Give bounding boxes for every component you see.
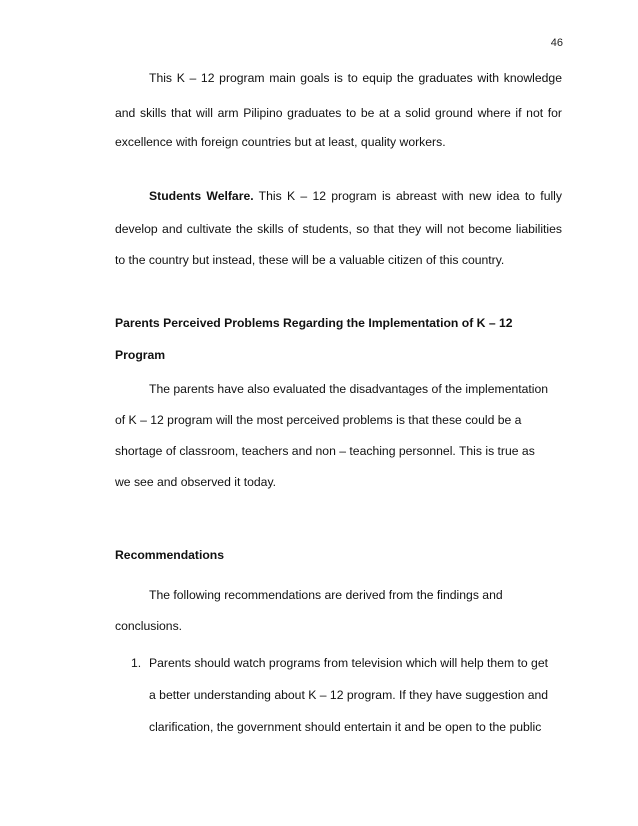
section-heading: Recommendations xyxy=(115,548,225,562)
paragraph-line: The following recommendations are derived from the findings and xyxy=(149,588,503,602)
paragraph-text: This K – 12 program is abreast with new idea to fully xyxy=(253,189,562,203)
page-number: 46 xyxy=(550,37,563,49)
section-heading: Parents Perceived Problems Regarding the Implementation of K – 12 xyxy=(115,316,513,330)
paragraph-line xyxy=(149,186,562,206)
paragraph-line: and skills that will arm Pilipino graduates to be at a solid ground where if not for xyxy=(115,106,562,120)
section-heading: Program xyxy=(115,348,166,362)
paragraph-line: we see and observed it today. xyxy=(115,475,277,489)
paragraph-line: of K – 12 program will the most perceived problems is that these could be a xyxy=(115,413,522,427)
paragraph-line: This K – 12 program main goals is to equip the graduates with knowledge xyxy=(149,71,562,85)
list-item-line: clarification, the government should entertain it and be open to the public xyxy=(149,720,542,734)
paragraph-line: shortage of classroom, teachers and non – teaching personnel. This is true as xyxy=(115,444,535,458)
list-item-line: Parents should watch programs from television which will help them to get xyxy=(149,656,548,670)
paragraph-line: conclusions. xyxy=(115,619,183,633)
paragraph-line: develop and cultivate the skills of students, so that they will not become liabilities xyxy=(115,222,562,236)
paragraph-line: excellence with foreign countries but at least, quality workers. xyxy=(115,135,446,149)
list-item-number: 1. xyxy=(131,656,142,670)
list-item-line: a better understanding about K – 12 program. If they have suggestion and xyxy=(149,688,549,702)
paragraph-line: to the country but instead, these will be a valuable citizen of this country. xyxy=(115,253,505,267)
paragraph-line: The parents have also evaluated the disadvantages of the implementation xyxy=(149,382,549,396)
run-in-heading: Students Welfare. xyxy=(149,189,254,203)
